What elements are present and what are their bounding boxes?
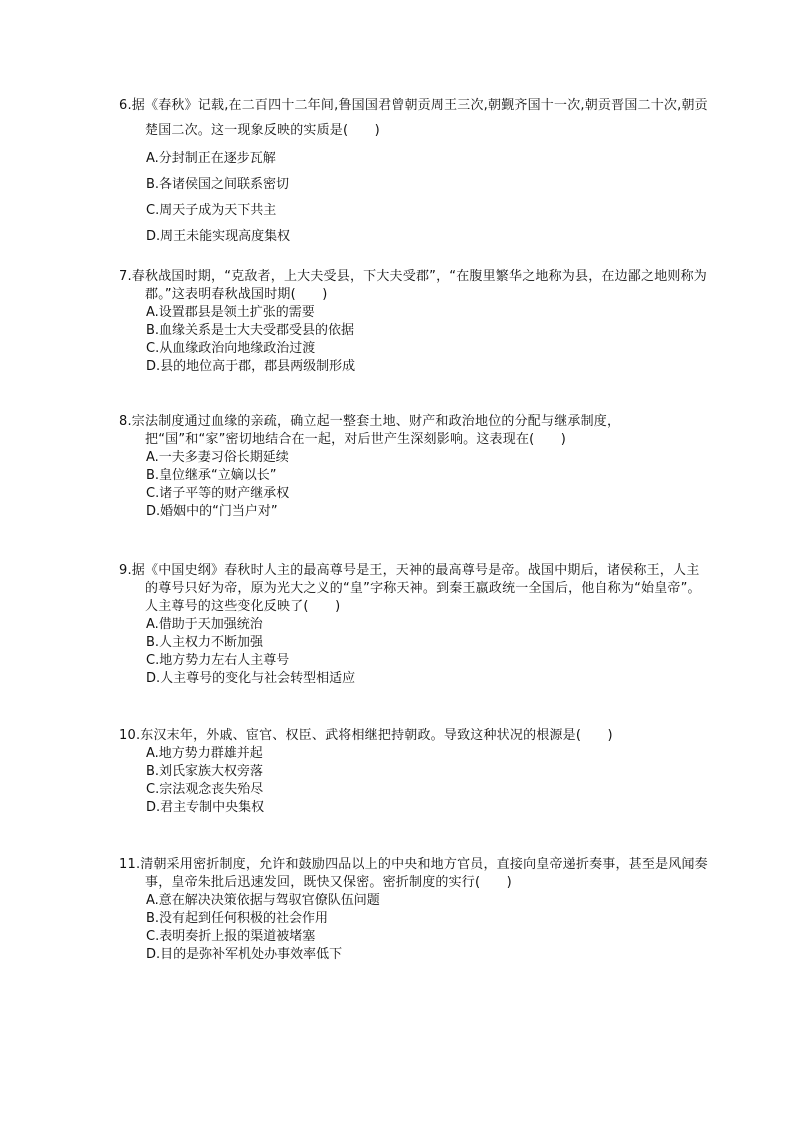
option-a: A.意在解决决策依据与驾驭官僚队伍问题 [146,893,380,908]
option-c: C.从血缘政治向地缘政治过渡 [146,341,316,356]
question-8 [119,413,709,521]
question-10 [119,727,709,817]
option-list [119,892,709,964]
option-d: D.人主尊号的变化与社会转型相适应 [146,671,356,686]
question-stem: 10.东汉末年，外戚、宦官、权臣、武将相继把持朝政。导致这种状况的根源是( ) [119,728,613,743]
option-c: C.周天子成为天下共主 [146,203,277,218]
option-c: C.表明奏折上报的渠道被堵塞 [146,929,316,944]
question-stem: 6.据《春秋》记载,在二百四十二年间,鲁国国君曾朝贡周王三次,朝觐齐国十一次,朝贡晋国二十次,朝贡楚国二次。这一现象反映的实质是( ) [119,98,708,138]
option-b: B.刘氏家族大权旁落 [146,764,264,779]
option-d: D.县的地位高于郡，郡县两级制形成 [146,359,356,374]
option-c: C.地方势力左右人主尊号 [146,653,290,668]
option-b: B.血缘关系是士大夫受郡受县的依据 [146,323,355,338]
option-a: A.借助于天加强统治 [146,617,263,632]
option-a: A.一夫多妻习俗长期延续 [146,450,289,465]
question-stem: 11.清朝采用密折制度，允许和鼓励四品以上的中央和地方官员，直接向皇帝递折奏事，甚至是风闻奏事，皇帝朱批后迅速发回，既快又保密。密折制度的实行( ) [119,857,708,890]
option-d: D.周王未能实现高度集权 [146,229,291,244]
option-b: B.皇位继承“立嫡以长” [146,468,277,483]
option-b: B.各诸侯国之间联系密切 [146,177,290,192]
question-7 [119,268,709,376]
question-stem: 9.据《中国史纲》春秋时人主的最高尊号是王，天神的最高尊号是帝。战国中期后，诸侯称王，人主的尊号只好为帝，原为光大之义的“皇”字称天神。到秦王嬴政统一全国后，他自称为“始皇帝”。人主尊号的这些变化反映了( ) [119,563,701,614]
option-c: C.诸子平等的财产继承权 [146,486,290,501]
question-6 [119,93,709,254]
option-list [119,449,709,521]
question-stem: 7.春秋战国时期，“克敌者，上大夫受县，下大夫受郡”，“在腹里繁华之地称为县，在边鄙之地则称为郡。”这表明春秋战国时期( ) [119,269,708,302]
option-list [119,616,709,688]
option-d: D.婚姻中的“门当户对” [146,504,278,519]
question-stem: 8.宗法制度通过血缘的亲疏，确立起一整套土地、财产和政治地位的分配与继承制度，把“国”和“家”密切地结合在一起，对后世产生深刻影响。这表现在( ) [119,414,621,447]
option-list [119,745,709,817]
option-b: B.没有起到任何积极的社会作用 [146,911,329,926]
option-a: A.地方势力群雄并起 [146,746,263,761]
option-a: A.设置郡县是领土扩张的需要 [146,305,315,320]
question-11 [119,856,709,964]
question-9 [119,562,709,688]
option-list [119,150,709,254]
option-b: B.人主权力不断加强 [146,635,264,650]
option-d: D.君主专制中央集权 [146,800,265,815]
option-c: C.宗法观念丧失殆尽 [146,782,264,797]
option-a: A.分封制正在逐步瓦解 [146,151,276,166]
option-d: D.目的是弥补军机处办事效率低下 [146,947,343,962]
option-list [119,304,709,376]
